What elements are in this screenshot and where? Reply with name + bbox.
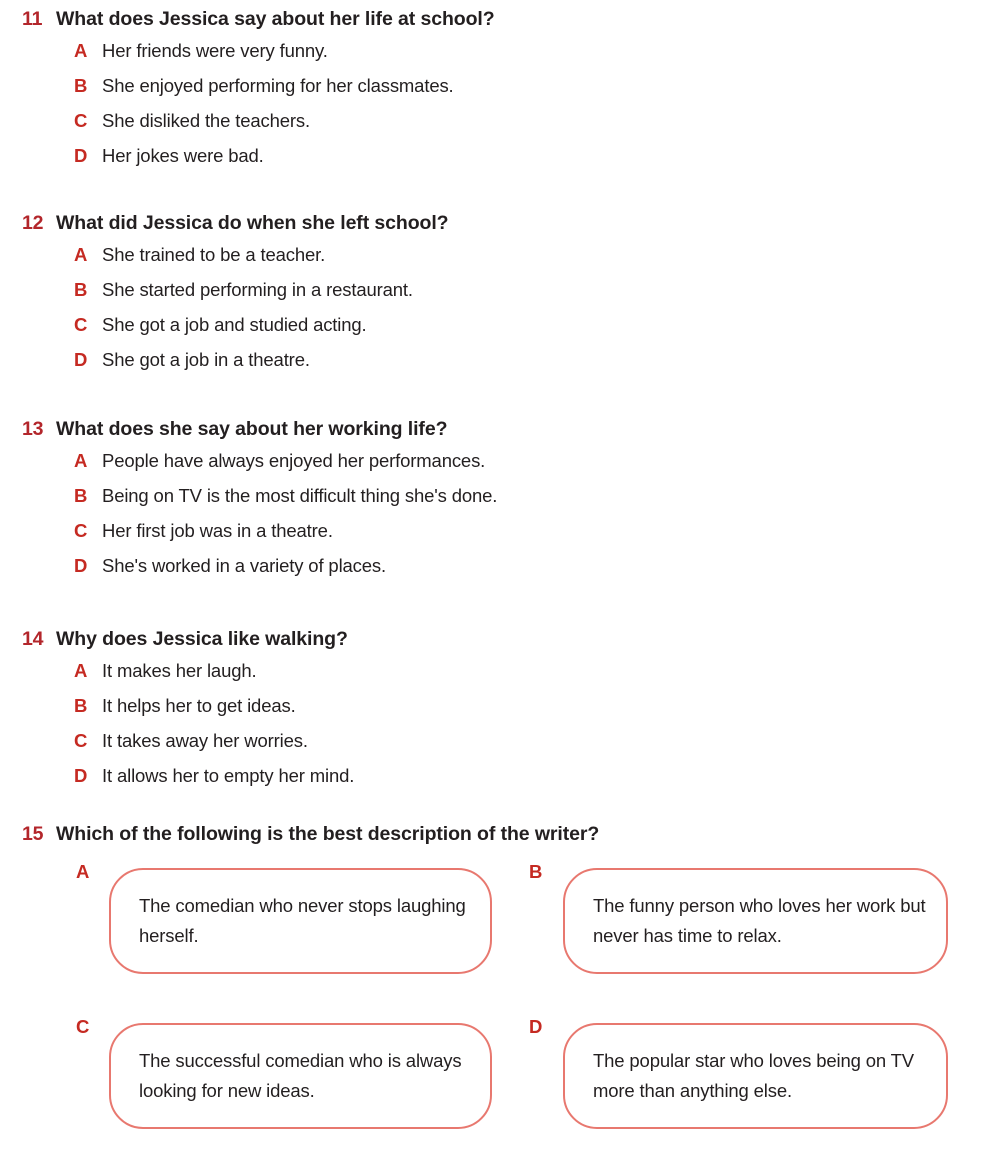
option-text: Her first job was in a theatre. — [102, 520, 333, 541]
option-text: She got a job in a theatre. — [102, 349, 310, 370]
question-number: 12 — [22, 212, 44, 234]
option-row[interactable] — [0, 145, 1000, 180]
option-row[interactable] — [0, 660, 1000, 695]
option-row[interactable] — [0, 110, 1000, 145]
question-heading — [0, 823, 1000, 846]
question-block-15 — [0, 823, 1000, 1101]
option-row[interactable] — [0, 520, 1000, 555]
option-letter: A — [74, 40, 88, 61]
answer-box[interactable] — [563, 1023, 948, 1129]
question-block-13 — [0, 418, 1000, 590]
option-letter: B — [74, 279, 88, 300]
question-block-11 — [0, 8, 1000, 180]
option-text: She started performing in a restaurant. — [102, 279, 413, 300]
question-heading — [0, 212, 1000, 235]
option-row[interactable] — [0, 555, 1000, 590]
option-letter: C — [74, 730, 88, 751]
answer-box[interactable] — [109, 868, 492, 974]
option-text: It makes her laugh. — [102, 660, 257, 681]
option-list — [0, 244, 1000, 384]
option-letter: C — [74, 520, 88, 541]
answer-box[interactable] — [109, 1023, 492, 1129]
option-letter: D — [74, 145, 88, 166]
question-number: 14 — [22, 628, 44, 650]
question-text: What does she say about her working life? — [56, 418, 448, 440]
answer-box-letter: D — [529, 1016, 543, 1037]
option-row[interactable] — [0, 485, 1000, 520]
option-row[interactable] — [0, 40, 1000, 75]
option-row[interactable] — [0, 244, 1000, 279]
option-row[interactable] — [0, 450, 1000, 485]
option-letter: D — [74, 765, 88, 786]
question-number: 13 — [22, 418, 44, 440]
option-text: She's worked in a variety of places. — [102, 555, 386, 576]
option-letter: A — [74, 244, 88, 265]
option-row[interactable] — [0, 730, 1000, 765]
option-letter: C — [74, 314, 88, 335]
option-row[interactable] — [0, 695, 1000, 730]
option-row[interactable] — [0, 349, 1000, 384]
question-block-14 — [0, 628, 1000, 800]
answer-box-text: The successful comedian who is always looking for new ideas. — [139, 1050, 462, 1101]
question-block-12 — [0, 212, 1000, 384]
option-text: It helps her to get ideas. — [102, 695, 296, 716]
option-text: It allows her to empty her mind. — [102, 765, 355, 786]
question-number: 11 — [22, 8, 43, 30]
option-text: Being on TV is the most difficult thing she's done. — [102, 485, 498, 506]
option-list — [0, 450, 1000, 590]
option-list — [0, 660, 1000, 800]
option-row[interactable] — [0, 75, 1000, 110]
option-letter: A — [74, 450, 88, 471]
option-list — [0, 40, 1000, 180]
answer-box-grid — [0, 853, 1000, 1153]
option-text: People have always enjoyed her performances. — [102, 450, 486, 471]
question-text: Why does Jessica like walking? — [56, 628, 348, 650]
option-text: Her friends were very funny. — [102, 40, 328, 61]
option-row[interactable] — [0, 314, 1000, 349]
option-letter: B — [74, 75, 88, 96]
option-row[interactable] — [0, 765, 1000, 800]
question-heading — [0, 8, 1000, 31]
answer-box-letter: C — [76, 1016, 90, 1037]
question-number: 15 — [22, 823, 44, 845]
answer-box-text: The popular star who loves being on TV more than anything else. — [593, 1050, 914, 1101]
question-text: What did Jessica do when she left school? — [56, 212, 449, 234]
option-row[interactable] — [0, 279, 1000, 314]
question-text: Which of the following is the best description of the writer? — [56, 823, 600, 845]
option-text: She disliked the teachers. — [102, 110, 310, 131]
answer-box[interactable] — [563, 868, 948, 974]
answer-box-text: The funny person who loves her work but never has time to relax. — [593, 895, 926, 946]
option-letter: B — [74, 695, 88, 716]
option-text: She trained to be a teacher. — [102, 244, 326, 265]
question-text: What does Jessica say about her life at school? — [56, 8, 495, 30]
answer-box-text: The comedian who never stops laughing herself. — [139, 895, 466, 946]
question-heading — [0, 418, 1000, 441]
option-text: She enjoyed performing for her classmates. — [102, 75, 454, 96]
option-letter: A — [74, 660, 88, 681]
option-letter: D — [74, 555, 88, 576]
option-letter: D — [74, 349, 88, 370]
answer-box-letter: B — [529, 861, 543, 882]
option-text: It takes away her worries. — [102, 730, 308, 751]
option-letter: B — [74, 485, 88, 506]
question-heading — [0, 628, 1000, 651]
option-letter: C — [74, 110, 88, 131]
option-text: Her jokes were bad. — [102, 145, 264, 166]
answer-box-letter: A — [76, 861, 90, 882]
option-text: She got a job and studied acting. — [102, 314, 367, 335]
